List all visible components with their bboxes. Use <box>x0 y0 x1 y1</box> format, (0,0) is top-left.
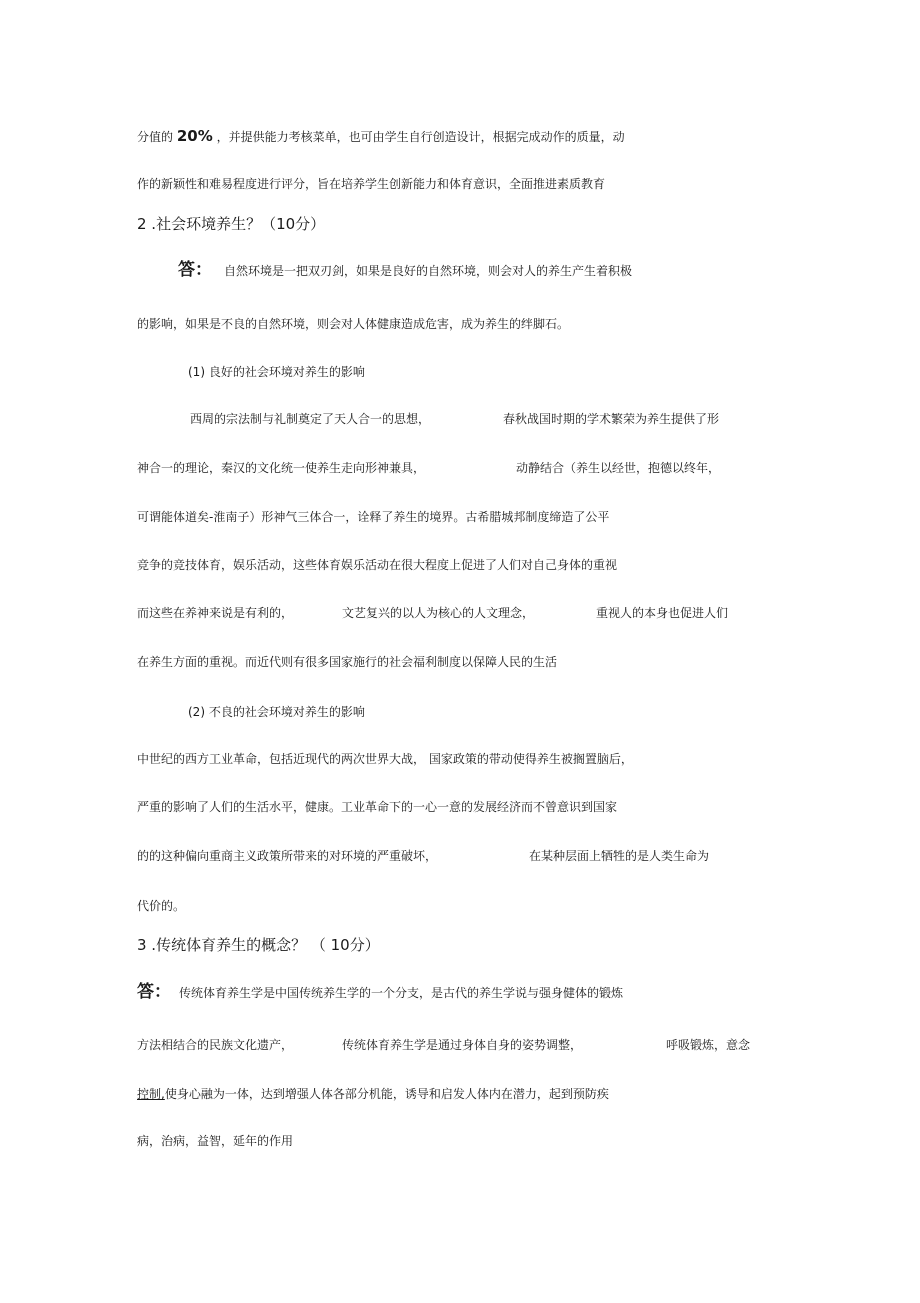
subsection-title: (2) 不良的社会环境对养生的影响 <box>188 705 365 719</box>
text-segment: 文艺复兴的以人为核心的人文理念， <box>342 606 535 620</box>
text-segment: 春秋战国时期的学术繁荣为养生提供了形 <box>503 412 720 426</box>
text-line: 的影响，如果是不良的自然环境，则会对人体健康造成危害，成为养生的绊脚石。 <box>137 317 570 331</box>
text-segment: 而这些在养神来说是有利的， <box>137 606 294 620</box>
text-segment: 使身心融为一体，达到增强人体各部分机能，诱导和启发人体内在潜力，起到预防疾 <box>164 1087 609 1101</box>
answer-label: 答： <box>137 982 171 1002</box>
underlined-term: 控制, <box>137 1087 165 1101</box>
text-line: 可谓能体道矣-淮南子）形神气三体合一，诠释了养生的境界。古希腊城邦制度缔造了公平 <box>137 510 610 524</box>
answer-label: 答： <box>178 260 212 280</box>
text-line: 在养生方面的重视。而近代则有很多国家施行的社会福利制度以保障人民的生活 <box>137 655 558 669</box>
text-segment: 动静结合（养生以经世，抱德以终年， <box>516 461 721 475</box>
text-line: 作的新颖性和难易程度进行评分，旨在培养学生创新能力和体育意识，全面推进素质教育 <box>137 177 606 191</box>
text-segment: 重视人的本身也促进人们 <box>596 606 729 620</box>
text-segment: 西周的宗法制与礼制奠定了天人合一的思想， <box>190 412 431 426</box>
answer-line <box>178 262 632 279</box>
text-segment: 传统体育养生学是中国传统养生学的一个分支，是古代的养生学说与强身健体的锻炼 <box>179 986 624 1000</box>
text-line: 竞争的竞技体育，娱乐活动，这些体育娱乐活动在很大程度上促进了人们对自己身体的重视 <box>137 558 618 572</box>
text-segment: 传统体育养生学是通过身体自身的姿势调整， <box>342 1038 583 1052</box>
text-segment: 方法相结合的民族文化遗产， <box>137 1038 294 1052</box>
question-heading: 2 .社会环境养生？（10分） <box>137 215 326 233</box>
text-line <box>137 1086 609 1102</box>
text-line <box>137 128 625 145</box>
subsection-title: (1) 良好的社会环境对养生的影响 <box>188 365 365 379</box>
text-segment: 在某种层面上牺牲的是人类生命为 <box>529 849 710 863</box>
text-segment: 神合一的理论，秦汉的文化统一使养生走向形神兼具， <box>137 461 426 475</box>
question-heading: 3 .传统体育养生的概念？ （ 10分） <box>137 936 380 954</box>
text-segment: 分值的 <box>137 130 174 144</box>
text-segment: 呼吸锻炼，意念 <box>666 1038 751 1052</box>
answer-line <box>137 984 623 1001</box>
text-segment: ，并提供能力考核菜单，也可由学生自行创造设计，根据完成动作的质量，动 <box>216 130 625 144</box>
percentage-value: 20% <box>176 127 213 145</box>
text-segment: 的的这种偏向重商主义政策所带来的对环境的严重破坏， <box>137 849 438 863</box>
text-segment: 自然环境是一把双刃剑，如果是良好的自然环境，则会对人的养生产生着积极 <box>224 264 633 278</box>
text-line: 严重的影响了人们的生活水平，健康。工业革命下的一心一意的发展经济而不曾意识到国家 <box>137 800 618 814</box>
text-line: 中世纪的西方工业革命，包括近现代的两次世界大战， 国家政策的带动使得养生被搁置脑后， <box>137 752 633 766</box>
text-line: 病，治病，益智，延年的作用 <box>137 1134 294 1148</box>
text-line: 代价的。 <box>137 899 186 913</box>
